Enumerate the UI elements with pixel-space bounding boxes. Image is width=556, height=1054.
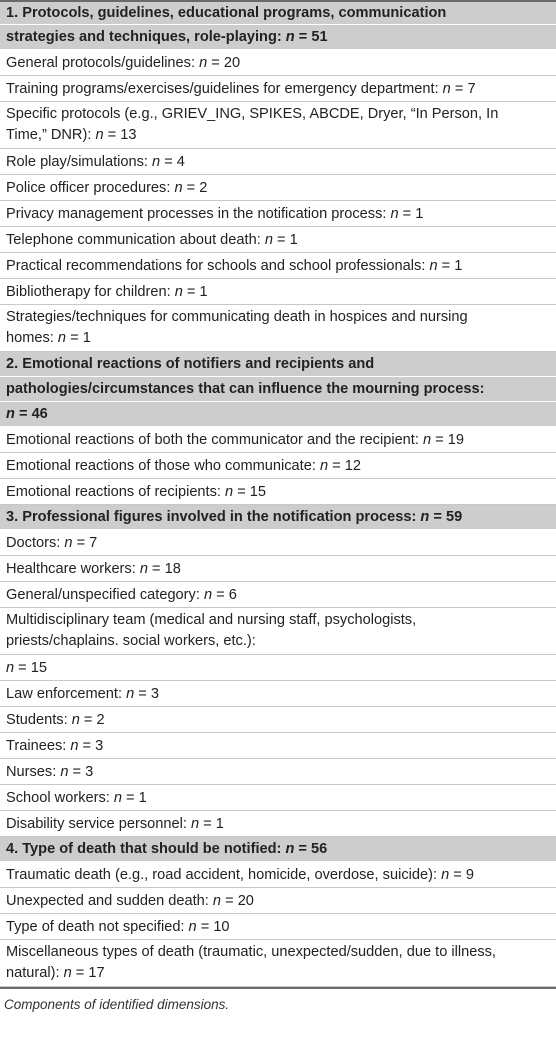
row-text-line: Practical recommendations for schools and school professionals: n = 1 bbox=[6, 257, 463, 274]
table-row bbox=[0, 279, 556, 305]
row-text-line: Police officer procedures: n = 2 bbox=[6, 179, 208, 196]
row-text bbox=[6, 891, 254, 911]
section-header-4 bbox=[0, 837, 556, 862]
table-row bbox=[0, 582, 556, 608]
row-text-line: Emotional reactions of those who communicate: n = 12 bbox=[6, 457, 361, 474]
row-text-line: Training programs/exercises/guidelines for emergency department: n = 7 bbox=[6, 80, 476, 97]
row-text bbox=[6, 307, 468, 349]
row-text-line: Doctors: n = 7 bbox=[6, 534, 98, 551]
row-text bbox=[6, 204, 423, 224]
row-text bbox=[6, 585, 237, 605]
row-text bbox=[6, 788, 147, 808]
table-row bbox=[0, 681, 556, 707]
row-text-line: Students: n = 2 bbox=[6, 711, 105, 728]
row-text bbox=[6, 658, 47, 678]
row-text-line: Type of death not specified: n = 10 bbox=[6, 918, 230, 935]
table-row bbox=[0, 175, 556, 201]
table-row bbox=[0, 253, 556, 279]
section-header-text: 4. Type of death that should be notified: n = 56 bbox=[6, 841, 328, 857]
table-row bbox=[0, 733, 556, 759]
row-text bbox=[6, 282, 208, 302]
section-header-text: pathologies/circumstances that can influence the mourning process: bbox=[6, 381, 485, 397]
table-row bbox=[0, 530, 556, 556]
table-row bbox=[0, 201, 556, 227]
row-text-line: priests/chaplains. social workers, etc.): bbox=[6, 633, 256, 649]
row-text-line: General protocols/guidelines: n = 20 bbox=[6, 54, 241, 71]
row-text-line: Traumatic death (e.g., road accident, homicide, overdose, suicide): n = 9 bbox=[6, 866, 474, 883]
table-row bbox=[0, 655, 556, 681]
row-text bbox=[6, 610, 416, 652]
section-header-text: 1. Protocols, guidelines, educational programs, communication bbox=[6, 5, 447, 21]
row-text-line: Emotional reactions of both the communicator and the recipient: n = 19 bbox=[6, 431, 464, 448]
row-text bbox=[6, 684, 159, 704]
section-header-1 bbox=[0, 0, 556, 25]
table-row bbox=[0, 940, 556, 987]
row-text bbox=[6, 79, 476, 99]
section-header-1 bbox=[0, 25, 556, 50]
table-row bbox=[0, 50, 556, 76]
table-row bbox=[0, 76, 556, 102]
row-text-line: Privacy management processes in the notification process: n = 1 bbox=[6, 205, 424, 222]
row-text bbox=[6, 814, 224, 834]
section-header-text: n = 46 bbox=[6, 406, 48, 422]
table-row bbox=[0, 888, 556, 914]
section-header-text: 3. Professional figures involved in the notification process: n = 59 bbox=[6, 509, 463, 525]
table-row bbox=[0, 759, 556, 785]
row-text-line: Multidisciplinary team (medical and nursing staff, psychologists, bbox=[6, 612, 417, 628]
row-text bbox=[6, 736, 103, 756]
section-header-3 bbox=[0, 505, 556, 530]
table-row bbox=[0, 102, 556, 149]
row-text-line: natural): n = 17 bbox=[6, 965, 105, 981]
row-text bbox=[6, 456, 361, 476]
row-text bbox=[6, 430, 464, 450]
row-text-line: n = 15 bbox=[6, 659, 47, 676]
row-text bbox=[6, 762, 93, 782]
row-text bbox=[6, 710, 105, 730]
row-text bbox=[6, 533, 97, 553]
table-row bbox=[0, 305, 556, 352]
row-text bbox=[6, 559, 181, 579]
table-row bbox=[0, 608, 556, 655]
row-text bbox=[6, 865, 474, 885]
row-text-line: Nurses: n = 3 bbox=[6, 763, 94, 780]
row-text-line: Miscellaneous types of death (traumatic, unexpected/sudden, due to illness, bbox=[6, 944, 496, 960]
row-text bbox=[6, 230, 298, 250]
row-text-line: Healthcare workers: n = 18 bbox=[6, 560, 181, 577]
section-header-2 bbox=[0, 352, 556, 377]
table-row bbox=[0, 811, 556, 837]
row-text-line: Trainees: n = 3 bbox=[6, 737, 104, 754]
row-text-line: Bibliotherapy for children: n = 1 bbox=[6, 283, 208, 300]
row-text-line: Telephone communication about death: n = 1 bbox=[6, 231, 298, 248]
table-caption: Components of identified dimensions. bbox=[0, 987, 556, 1012]
row-text bbox=[6, 104, 498, 146]
section-header-2 bbox=[0, 402, 556, 427]
row-text-line: Strategies/techniques for communicating death in hospices and nursing bbox=[6, 309, 468, 325]
table-row bbox=[0, 862, 556, 888]
row-text bbox=[6, 53, 240, 73]
section-header-text: strategies and techniques, role-playing: n = 51 bbox=[6, 29, 328, 45]
table-row bbox=[0, 227, 556, 253]
table-row bbox=[0, 479, 556, 505]
row-text bbox=[6, 152, 185, 172]
table-row bbox=[0, 914, 556, 940]
section-header-text: 2. Emotional reactions of notifiers and recipients and bbox=[6, 356, 375, 372]
row-text-line: General/unspecified category: n = 6 bbox=[6, 586, 237, 603]
row-text bbox=[6, 942, 496, 984]
row-text-line: School workers: n = 1 bbox=[6, 789, 147, 806]
row-text-line: Unexpected and sudden death: n = 20 bbox=[6, 892, 254, 909]
row-text-line: Law enforcement: n = 3 bbox=[6, 685, 159, 702]
row-text bbox=[6, 482, 266, 502]
row-text-line: Emotional reactions of recipients: n = 15 bbox=[6, 483, 267, 500]
row-text bbox=[6, 917, 230, 937]
table-row bbox=[0, 453, 556, 479]
table-row bbox=[0, 707, 556, 733]
row-text-line: Disability service personnel: n = 1 bbox=[6, 815, 224, 832]
row-text-line: Role play/simulations: n = 4 bbox=[6, 153, 185, 170]
table-row bbox=[0, 785, 556, 811]
row-text-line: Time,” DNR): n = 13 bbox=[6, 127, 137, 143]
row-text-line: homes: n = 1 bbox=[6, 330, 91, 346]
section-header-2 bbox=[0, 377, 556, 402]
table-row bbox=[0, 149, 556, 175]
table-row bbox=[0, 556, 556, 582]
row-text bbox=[6, 178, 207, 198]
row-text bbox=[6, 256, 462, 276]
row-text-line: Specific protocols (e.g., GRIEV_ING, SPIKES, ABCDE, Dryer, “In Person, In bbox=[6, 106, 499, 122]
table-row bbox=[0, 427, 556, 453]
